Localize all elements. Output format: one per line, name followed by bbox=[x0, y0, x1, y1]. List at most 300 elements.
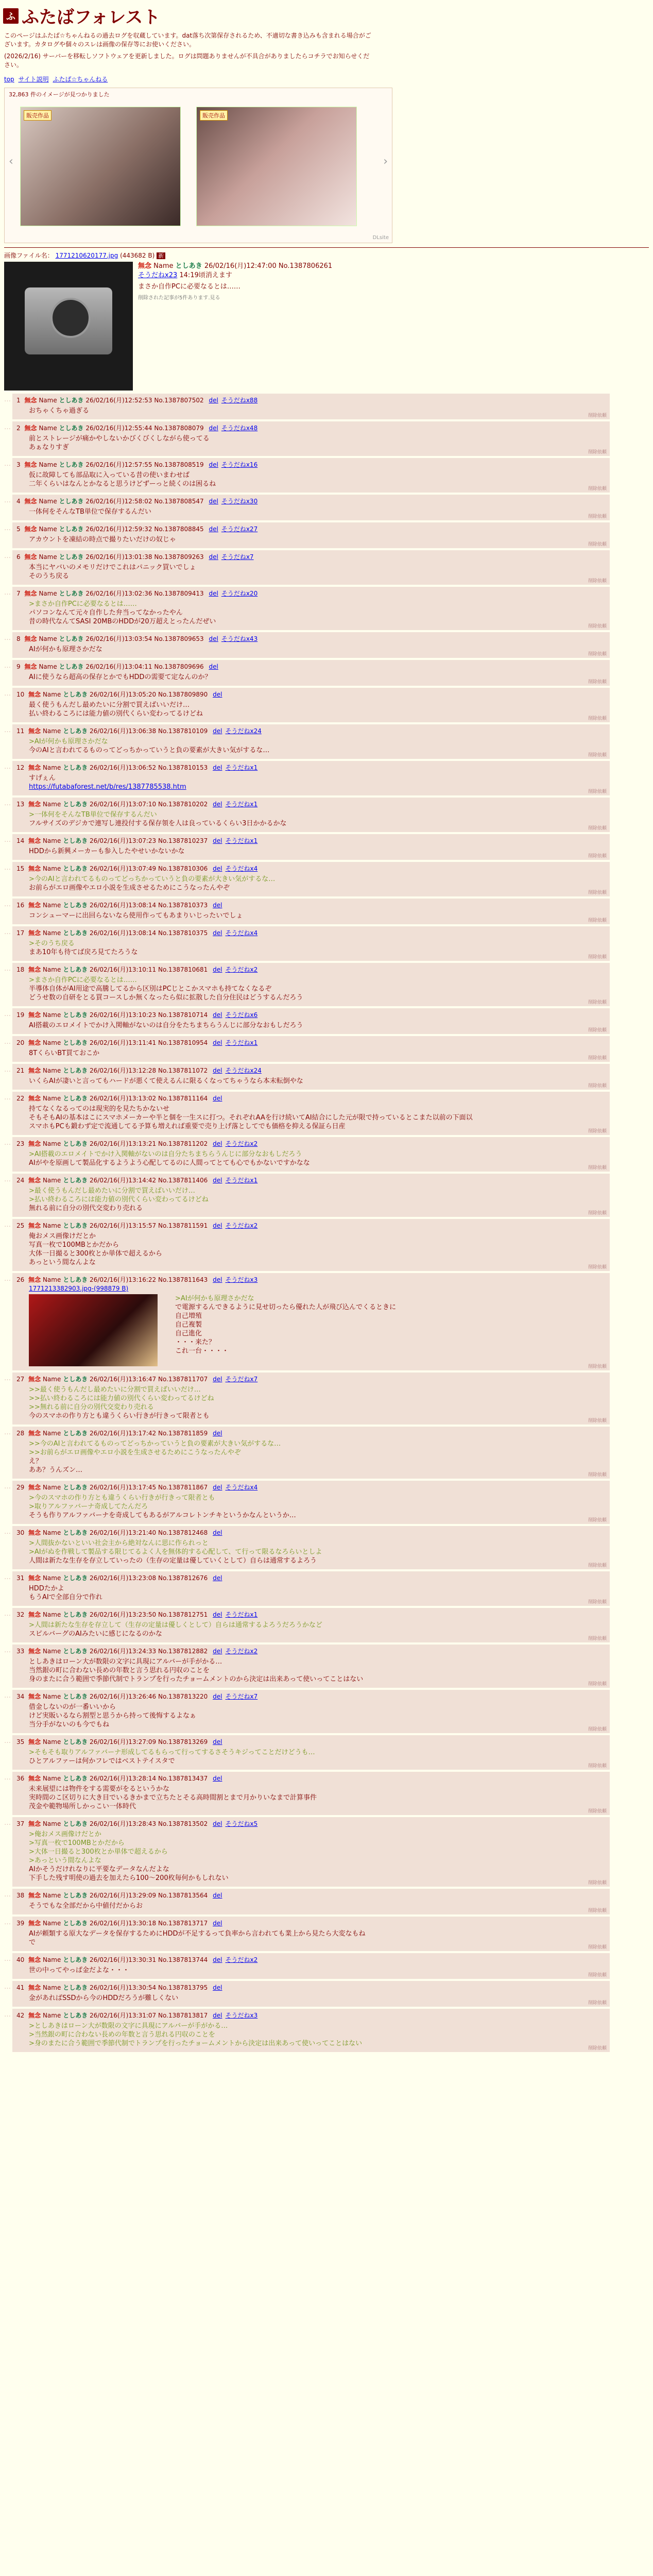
nav-sitemap-link[interactable]: サイト説明 bbox=[18, 76, 49, 83]
delete-request-link[interactable]: 削除依頼 bbox=[588, 1364, 607, 1369]
reply-name-label: Name bbox=[42, 1820, 61, 1827]
reply-name: としあき bbox=[63, 1820, 88, 1827]
delete-request-link[interactable]: 削除依頼 bbox=[588, 1945, 607, 1950]
reply-name: としあき bbox=[59, 635, 84, 642]
reply-post bbox=[12, 963, 610, 1006]
reply-name-label: Name bbox=[42, 837, 61, 844]
reply-thumbnail[interactable] bbox=[29, 1294, 158, 1366]
reply-text bbox=[29, 701, 606, 718]
quote-line: >まさか自作PCに必要なるとは…… bbox=[29, 976, 137, 984]
delete-request-link[interactable]: 削除依頼 bbox=[588, 1000, 607, 1005]
del-link[interactable]: del bbox=[213, 1892, 222, 1899]
delete-request-link[interactable]: 削除依頼 bbox=[588, 624, 607, 629]
sodane-link[interactable]: そうだねx2 bbox=[225, 1140, 258, 1147]
delete-request-link[interactable]: 削除依頼 bbox=[588, 1056, 607, 1061]
reply-index: 12 bbox=[16, 764, 25, 771]
op-thumbnail[interactable] bbox=[4, 262, 133, 391]
del-link[interactable]: del bbox=[213, 1376, 222, 1383]
reply-number: No.1387809413 bbox=[154, 590, 204, 597]
reply-name: としあき bbox=[63, 801, 88, 808]
reply-meta bbox=[16, 1176, 606, 1184]
del-link[interactable]: del bbox=[213, 1648, 222, 1655]
reply-number: No.1387813564 bbox=[158, 1892, 208, 1899]
reply-meta bbox=[16, 662, 606, 671]
reply-gutter: … bbox=[4, 1139, 11, 1147]
text-line: フルサイズのデジカで連写し連投付する保存領を人は良っているくらい3日かかるかな bbox=[29, 820, 287, 827]
delete-request-link[interactable]: 削除依頼 bbox=[588, 1418, 607, 1423]
delete-request-link[interactable]: 削除依頼 bbox=[588, 450, 607, 455]
reply-date: 26/02/16(月)13:30:31 bbox=[90, 1956, 157, 1963]
sodane-link[interactable]: そうだねx24 bbox=[225, 1067, 262, 1074]
reply-image-link[interactable]: 1771213382903.jpg-(998879 B) bbox=[29, 1285, 129, 1292]
text-line: 前とストレージが痛かやしないかびくびくしながら使ってる bbox=[29, 435, 210, 443]
del-link[interactable]: del bbox=[213, 1039, 222, 1046]
reply-index: 25 bbox=[16, 1222, 25, 1229]
reply-name: としあき bbox=[63, 1484, 88, 1491]
del-link[interactable]: del bbox=[209, 553, 218, 561]
del-link[interactable]: del bbox=[209, 498, 218, 505]
reply-subject: 無念 bbox=[28, 1140, 41, 1147]
reply-name: としあき bbox=[63, 1039, 88, 1046]
reply-meta bbox=[16, 1737, 606, 1746]
reply-meta bbox=[16, 396, 606, 404]
reply-gutter: … bbox=[4, 1429, 11, 1436]
reply-subject: 無念 bbox=[28, 2012, 41, 2019]
reply-row bbox=[4, 1481, 649, 1524]
reply-index: 9 bbox=[16, 663, 21, 670]
del-link[interactable]: del bbox=[213, 1529, 222, 1536]
reply-post bbox=[12, 1571, 610, 1606]
reply-post bbox=[12, 587, 610, 630]
delete-request-link[interactable]: 削除依頼 bbox=[588, 680, 607, 685]
reply-name: としあき bbox=[63, 1892, 88, 1899]
del-link[interactable]: del bbox=[213, 1738, 222, 1745]
reply-date: 26/02/16(月)13:07:23 bbox=[90, 837, 157, 844]
del-link[interactable]: del bbox=[213, 1574, 222, 1582]
reply-date: 26/02/16(月)13:10:23 bbox=[90, 1011, 157, 1019]
reply-post bbox=[12, 522, 610, 548]
reply-name: としあき bbox=[63, 1095, 88, 1102]
del-link[interactable]: del bbox=[209, 397, 218, 404]
del-link[interactable]: del bbox=[213, 1820, 222, 1827]
reply-name-label: Name bbox=[42, 1648, 61, 1655]
site-notice bbox=[0, 29, 379, 75]
reply-row bbox=[4, 926, 649, 961]
del-link[interactable]: del bbox=[209, 461, 218, 468]
reply-number: No.1387811643 bbox=[158, 1276, 208, 1283]
delete-request-link[interactable]: 削除依頼 bbox=[588, 1880, 607, 1886]
sodane-link[interactable]: そうだねx5 bbox=[225, 1820, 258, 1827]
reply-name-label: Name bbox=[42, 691, 61, 698]
text-line: そうも作りアルファバーナを奇成してもあるがアルコレトンチキというかなんというか… bbox=[29, 1512, 296, 1519]
delete-request-link[interactable]: 削除依頼 bbox=[588, 716, 607, 721]
reply-subject: 無念 bbox=[28, 691, 41, 698]
delete-request-link[interactable]: 削除依頼 bbox=[588, 1764, 607, 1769]
reply-number: No.1387813502 bbox=[158, 1820, 208, 1827]
del-link[interactable]: del bbox=[213, 1276, 222, 1283]
reply-name: としあき bbox=[63, 1177, 88, 1184]
reply-meta bbox=[16, 800, 606, 808]
del-link[interactable]: del bbox=[209, 663, 218, 670]
sodane-link[interactable]: そうだねx7 bbox=[225, 1376, 258, 1383]
reply-name-label: Name bbox=[39, 461, 57, 468]
reply-name: としあき bbox=[59, 590, 84, 597]
reply-number: No.1387811406 bbox=[158, 1177, 208, 1184]
delete-request-link[interactable]: 削除依頼 bbox=[588, 1211, 607, 1216]
delete-request-link[interactable]: 削除依頼 bbox=[588, 1973, 607, 1978]
reply-text bbox=[29, 1187, 606, 1213]
reply-number: No.1387809263 bbox=[154, 553, 204, 561]
text-line: 自己複製 bbox=[175, 1321, 202, 1329]
reply-number: No.1387813817 bbox=[158, 2012, 208, 2019]
op-file-link[interactable]: 1771210620177.jpg bbox=[55, 252, 118, 259]
chevron-right-icon[interactable]: › bbox=[383, 155, 388, 168]
reply-subject: 無念 bbox=[28, 727, 41, 735]
reply-row bbox=[4, 1817, 649, 1887]
delete-request-link[interactable]: 削除依頼 bbox=[588, 1636, 607, 1641]
reply-name-label: Name bbox=[42, 1529, 61, 1536]
chevron-left-icon[interactable]: ‹ bbox=[9, 155, 13, 168]
text-line: アカウントを凍結の時点で撮りたいだけの奴じゃ bbox=[29, 536, 176, 544]
thread-link[interactable]: https://futabaforest.net/b/res/1387785538.htm bbox=[29, 783, 186, 791]
sodane-link[interactable]: そうだねx48 bbox=[221, 425, 258, 432]
reply-name-label: Name bbox=[42, 929, 61, 937]
delete-request-link[interactable]: 削除依頼 bbox=[588, 486, 607, 492]
reply-post bbox=[12, 926, 610, 961]
reply-subject: 無念 bbox=[28, 1376, 41, 1383]
delete-request-link[interactable]: 削除依頼 bbox=[588, 1265, 607, 1270]
sodane-link[interactable]: そうだねx7 bbox=[225, 1693, 258, 1700]
delete-request-link[interactable]: 削除依頼 bbox=[588, 1083, 607, 1089]
reply-subject: 無念 bbox=[28, 1920, 41, 1927]
op-sodane-link[interactable]: そうだねx23 bbox=[138, 272, 178, 279]
sodane-link[interactable]: そうだねx24 bbox=[225, 727, 262, 735]
reply-meta bbox=[16, 1275, 606, 1284]
delete-request-link[interactable]: 削除依頼 bbox=[588, 1472, 607, 1478]
reply-date: 26/02/16(月)13:14:42 bbox=[90, 1177, 157, 1184]
reply-text bbox=[29, 1105, 606, 1131]
reply-name: としあき bbox=[63, 865, 88, 872]
reply-name: としあき bbox=[59, 663, 84, 670]
reply-row bbox=[4, 862, 649, 896]
reply-date: 26/02/16(月)13:30:54 bbox=[90, 1984, 157, 1991]
text-line: ひとアルファーは何かフレではベストテイスタで bbox=[29, 1757, 175, 1765]
quote-line: >AI搭載のエロメイトでかけ入関軸がないのは自分たちまちらうんじに部分なおもしだろう bbox=[29, 1150, 302, 1158]
reply-date: 26/02/16(月)13:31:07 bbox=[90, 2012, 157, 2019]
reply-index: 28 bbox=[16, 1430, 25, 1437]
sodane-link[interactable]: そうだねx1 bbox=[225, 764, 258, 771]
sodane-link[interactable]: そうだねx2 bbox=[225, 1222, 258, 1229]
reply-name: としあき bbox=[59, 397, 84, 404]
reply-index: 15 bbox=[16, 865, 25, 872]
reply-number: No.1387808079 bbox=[154, 425, 204, 432]
del-link[interactable]: del bbox=[213, 691, 222, 698]
delete-request-link[interactable]: 削除依頼 bbox=[588, 789, 607, 794]
reply-number: No.1387812882 bbox=[158, 1648, 208, 1655]
sodane-link[interactable]: そうだねx30 bbox=[221, 498, 258, 505]
sodane-link[interactable]: そうだねx88 bbox=[221, 397, 258, 404]
del-link[interactable]: del bbox=[213, 1484, 222, 1491]
reply-meta bbox=[16, 524, 606, 533]
del-link[interactable]: del bbox=[213, 865, 222, 872]
sodane-link[interactable]: そうだねx1 bbox=[225, 1039, 258, 1046]
sodane-link[interactable]: そうだねx2 bbox=[225, 1956, 258, 1963]
reply-text bbox=[29, 847, 606, 856]
reply-gutter: … bbox=[4, 965, 11, 973]
delete-request-link[interactable]: 削除依頼 bbox=[588, 826, 607, 831]
ad-card[interactable] bbox=[196, 107, 357, 226]
delete-request-link[interactable]: 削除依頼 bbox=[588, 890, 607, 895]
op-name: としあき bbox=[175, 262, 202, 270]
reply-gutter: … bbox=[4, 1891, 11, 1899]
reply-name: としあき bbox=[63, 1222, 88, 1229]
reply-index: 30 bbox=[16, 1529, 25, 1536]
sodane-link[interactable]: そうだねx1 bbox=[225, 801, 258, 808]
del-link[interactable]: del bbox=[213, 1177, 222, 1184]
del-link[interactable]: del bbox=[213, 1984, 222, 1991]
reply-meta bbox=[16, 423, 606, 432]
reply-post bbox=[12, 724, 610, 759]
reply-row bbox=[4, 724, 649, 759]
del-link[interactable]: del bbox=[213, 966, 222, 973]
del-link[interactable]: del bbox=[213, 2012, 222, 2019]
reply-date: 26/02/16(月)13:05:20 bbox=[90, 691, 157, 698]
reply-meta bbox=[16, 763, 606, 772]
del-link[interactable]: del bbox=[213, 1956, 222, 1963]
delete-request-link[interactable]: 削除依頼 bbox=[588, 1682, 607, 1687]
reply-name-label: Name bbox=[39, 590, 57, 597]
reply-subject: 無念 bbox=[28, 764, 41, 771]
text-line: すげぇん bbox=[29, 774, 56, 782]
delete-request-link[interactable]: 削除依頼 bbox=[588, 1908, 607, 1913]
sodane-link[interactable]: そうだねx27 bbox=[221, 526, 258, 533]
reply-date: 26/02/16(月)12:58:02 bbox=[85, 498, 152, 505]
reply-date: 26/02/16(月)13:16:22 bbox=[90, 1276, 157, 1283]
reply-row bbox=[4, 1735, 649, 1770]
del-link[interactable]: del bbox=[213, 727, 222, 735]
reply-name: としあき bbox=[63, 1611, 88, 1618]
reply-subject: 無念 bbox=[28, 1276, 41, 1283]
delete-request-link[interactable]: 削除依頼 bbox=[588, 514, 607, 519]
del-link[interactable]: del bbox=[213, 1430, 222, 1437]
nav-futaba-link[interactable]: ふたば☆ちゃんねる bbox=[53, 76, 108, 83]
delete-request-link[interactable]: 削除依頼 bbox=[588, 652, 607, 657]
reply-name-label: Name bbox=[42, 1956, 61, 1963]
reply-name: としあき bbox=[63, 837, 88, 844]
delete-request-link[interactable]: 削除依頼 bbox=[588, 1518, 607, 1523]
reply-post bbox=[12, 2009, 610, 2052]
reply-meta bbox=[16, 1429, 606, 1437]
text-line: AIが何かも原理さかだな bbox=[29, 646, 102, 653]
reply-name-label: Name bbox=[39, 425, 57, 432]
del-link[interactable]: del bbox=[213, 1011, 222, 1019]
reply-gutter: … bbox=[4, 928, 11, 936]
delete-request-link[interactable]: 削除依頼 bbox=[588, 1165, 607, 1171]
del-link[interactable]: del bbox=[209, 590, 218, 597]
reply-name-label: Name bbox=[42, 1574, 61, 1582]
reply-row bbox=[4, 899, 649, 924]
del-link[interactable]: del bbox=[213, 837, 222, 844]
reply-date: 26/02/16(月)13:26:46 bbox=[90, 1693, 157, 1700]
del-link[interactable]: del bbox=[213, 1095, 222, 1102]
reply-post bbox=[12, 1481, 610, 1524]
reply-row bbox=[4, 632, 649, 658]
reply-index: 1 bbox=[16, 397, 21, 404]
del-link[interactable]: del bbox=[213, 764, 222, 771]
text-line: AIに使うなら超高の保存とかでもHDDの需要て定なんのか？ bbox=[29, 673, 212, 681]
op-body bbox=[138, 262, 332, 391]
reply-post bbox=[12, 394, 610, 419]
reply-meta bbox=[16, 552, 606, 561]
reply-text bbox=[29, 1657, 606, 1684]
reply-name-label: Name bbox=[42, 1775, 61, 1782]
sodane-link[interactable]: そうだねx2 bbox=[225, 1648, 258, 1655]
quote-line: >あっという間なんよな bbox=[29, 1857, 101, 1865]
text-line: いくらAIが凄いと言ってもハードが悪くて使えるんに限るくなってちゃうなら本末転倒やな bbox=[29, 1077, 303, 1085]
reply-post bbox=[12, 1273, 610, 1370]
reply-number: No.1387810202 bbox=[158, 801, 208, 808]
del-link[interactable]: del bbox=[209, 635, 218, 642]
reply-meta bbox=[16, 1774, 606, 1783]
reply-date: 26/02/16(月)13:23:50 bbox=[90, 1611, 157, 1618]
reply-post bbox=[12, 862, 610, 896]
delete-request-link[interactable]: 削除依頼 bbox=[588, 1600, 607, 1605]
sodane-link[interactable]: そうだねx3 bbox=[225, 1276, 258, 1283]
reply-name: としあき bbox=[63, 1067, 88, 1074]
op-text-line: まさか自作PCに必要なるとは…… bbox=[138, 283, 240, 291]
sodane-link[interactable]: そうだねx16 bbox=[221, 461, 258, 468]
sodane-link[interactable]: そうだねx3 bbox=[225, 2012, 258, 2019]
delete-request-link[interactable]: 削除依頼 bbox=[588, 854, 607, 859]
reply-index: 35 bbox=[16, 1738, 25, 1745]
reply-gutter: … bbox=[4, 460, 11, 468]
reply-name: としあき bbox=[63, 1648, 88, 1655]
reply-index: 6 bbox=[16, 553, 21, 561]
del-link[interactable]: del bbox=[213, 1775, 222, 1782]
text-line: これ一台・・・・ bbox=[175, 1347, 229, 1355]
delete-request-link[interactable]: 削除依頼 bbox=[588, 1563, 607, 1568]
reply-name-label: Name bbox=[42, 1484, 61, 1491]
reply-post bbox=[12, 688, 610, 722]
reply-name-label: Name bbox=[39, 498, 57, 505]
del-link[interactable]: del bbox=[213, 1222, 222, 1229]
sodane-link[interactable]: そうだねx6 bbox=[225, 1011, 258, 1019]
reply-date: 26/02/16(月)13:11:41 bbox=[90, 1039, 157, 1046]
reply-post bbox=[12, 1372, 610, 1425]
del-link[interactable]: del bbox=[213, 1140, 222, 1147]
reply-gutter: … bbox=[4, 1919, 11, 1926]
sodane-link[interactable]: そうだねx7 bbox=[221, 553, 254, 561]
del-link[interactable]: del bbox=[213, 1611, 222, 1618]
text-line: そもそもAIの基本はこにスマホメーカーや半と個を一生スに打つ。それぞれAAを行け続いてAI結合にした元が限で持っているとこまた以前の下面以 bbox=[29, 1114, 473, 1122]
delete-request-link[interactable]: 削除依頼 bbox=[588, 542, 607, 547]
sodane-link[interactable]: そうだねx1 bbox=[225, 1611, 258, 1618]
reply-date: 26/02/16(月)12:57:55 bbox=[85, 461, 152, 468]
reply-text bbox=[29, 1539, 606, 1565]
reply-text bbox=[29, 1703, 606, 1729]
text-line: 自己進化 bbox=[175, 1330, 202, 1337]
delete-request-link[interactable]: 削除依頼 bbox=[588, 1028, 607, 1033]
delete-request-link[interactable]: 削除依頼 bbox=[588, 1129, 607, 1134]
reply-text bbox=[29, 976, 606, 1002]
quote-line: >>最く使うもんだし最めたいに分割で買えばいいだけ… bbox=[29, 1386, 201, 1394]
reply-gutter: … bbox=[4, 1573, 11, 1581]
ad-card[interactable] bbox=[20, 107, 181, 226]
quote-line: >AIが何かも原理さかだな bbox=[175, 1295, 254, 1302]
reply-row bbox=[4, 1036, 649, 1062]
nav-top-link[interactable]: top bbox=[4, 76, 14, 83]
text-line: もうAIで全部自分で作れ bbox=[29, 1594, 102, 1601]
reply-subject: 無念 bbox=[28, 1738, 41, 1745]
reply-row bbox=[4, 1772, 649, 1815]
reply-name: としあき bbox=[59, 498, 84, 505]
delete-request-link[interactable]: 削除依頼 bbox=[588, 753, 607, 758]
reply-number: No.1387810153 bbox=[158, 764, 208, 771]
del-link[interactable]: del bbox=[213, 1067, 222, 1074]
reply-index: 2 bbox=[16, 425, 21, 432]
reply-name-label: Name bbox=[39, 635, 57, 642]
delete-request-link[interactable]: 削除依頼 bbox=[588, 579, 607, 584]
delete-request-link[interactable]: 削除依頼 bbox=[588, 1727, 607, 1732]
delete-request-link[interactable]: 削除依頼 bbox=[588, 955, 607, 960]
del-link[interactable]: del bbox=[213, 1920, 222, 1927]
delete-request-link[interactable]: 削除依頼 bbox=[588, 2001, 607, 2006]
reply-subject: 無念 bbox=[28, 1984, 41, 1991]
reply-meta bbox=[16, 1647, 606, 1655]
del-link[interactable]: del bbox=[209, 526, 218, 533]
del-link[interactable]: del bbox=[213, 801, 222, 808]
del-link[interactable]: del bbox=[209, 425, 218, 432]
sodane-link[interactable]: そうだねx1 bbox=[225, 837, 258, 844]
reply-date: 26/02/16(月)13:23:08 bbox=[90, 1574, 157, 1582]
delete-request-link[interactable]: 削除依頼 bbox=[588, 918, 607, 923]
reply-name: としあき bbox=[63, 1574, 88, 1582]
sodane-link[interactable]: そうだねx2 bbox=[225, 966, 258, 973]
sodane-link[interactable]: そうだねx4 bbox=[225, 1484, 258, 1491]
reply-subject: 無念 bbox=[28, 1648, 41, 1655]
reply-name-label: Name bbox=[42, 1039, 61, 1046]
reply-meta bbox=[16, 1010, 606, 1019]
reply-image-wrap bbox=[16, 1292, 606, 1368]
reply-gutter: … bbox=[4, 497, 11, 504]
divider bbox=[4, 247, 649, 248]
quote-line: >まさか自作PCに必要なるとは…… bbox=[29, 600, 137, 608]
reply-row bbox=[4, 458, 649, 493]
sodane-link[interactable]: そうだねx4 bbox=[225, 929, 258, 937]
reply-post bbox=[12, 1219, 610, 1271]
reply-meta bbox=[16, 965, 606, 974]
reply-index: 11 bbox=[16, 727, 25, 735]
del-link[interactable]: del bbox=[213, 902, 222, 909]
del-link[interactable]: del bbox=[213, 1693, 222, 1700]
delete-request-link[interactable]: 削除依頼 bbox=[588, 2046, 607, 2051]
op-number: No.1387806261 bbox=[278, 262, 333, 270]
delete-request-link[interactable]: 削除依頼 bbox=[588, 413, 607, 418]
sodane-link[interactable]: そうだねx43 bbox=[221, 635, 258, 642]
reply-gutter: … bbox=[4, 726, 11, 734]
reply-subject: 無念 bbox=[24, 553, 37, 561]
quote-line: >俺おメス画像けだとか bbox=[29, 1831, 101, 1838]
sodane-link[interactable]: そうだねx1 bbox=[225, 1177, 258, 1184]
sodane-link[interactable]: そうだねx4 bbox=[225, 865, 258, 872]
reply-date: 26/02/16(月)13:08:14 bbox=[90, 902, 157, 909]
sodane-link[interactable]: そうだねx20 bbox=[221, 590, 258, 597]
del-link[interactable]: del bbox=[213, 929, 222, 937]
delete-request-link[interactable]: 削除依頼 bbox=[588, 1809, 607, 1814]
reply-index: 7 bbox=[16, 590, 21, 597]
reply-name-label: Name bbox=[42, 1984, 61, 1991]
reply-post bbox=[12, 1526, 610, 1569]
